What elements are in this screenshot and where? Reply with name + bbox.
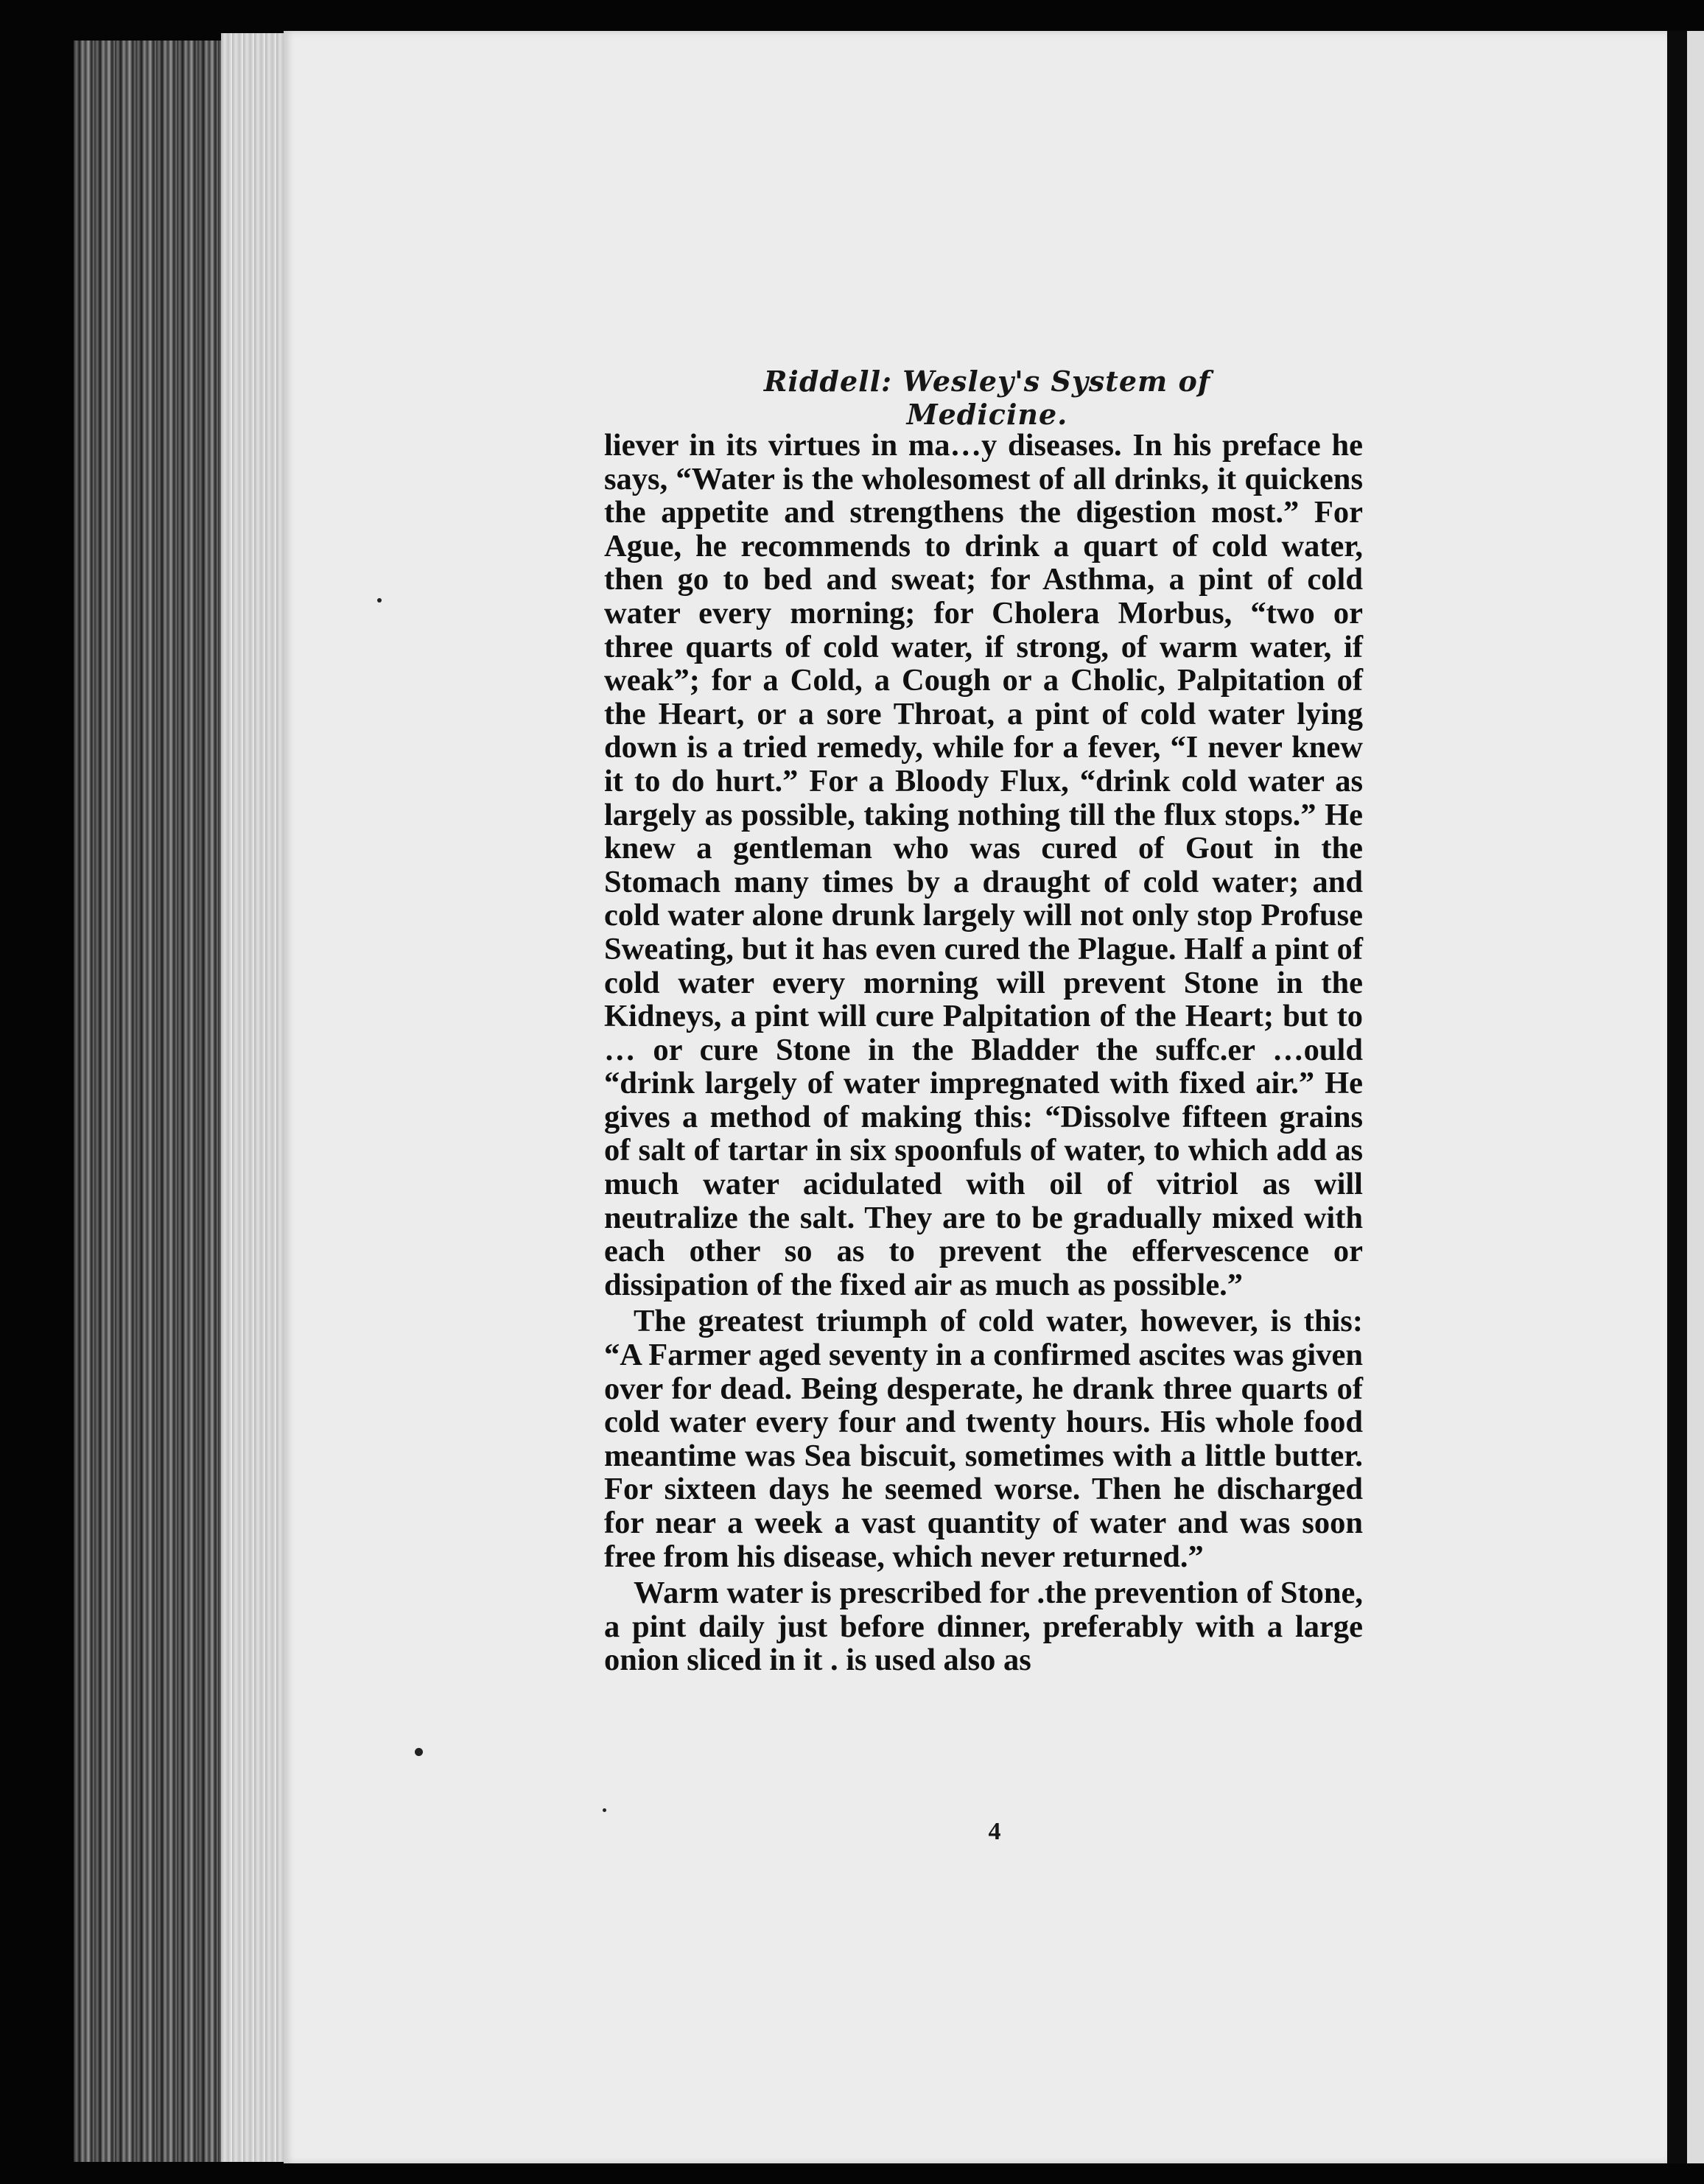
dust-speck xyxy=(415,1748,423,1756)
page-edges-light xyxy=(221,33,287,2162)
paragraph-3: Warm water is prescribed for .the prevention of Stone, a pint daily just before dinner, preferably with a large onion sliced in it . is used also as xyxy=(604,1576,1363,1678)
page-number: 4 xyxy=(988,1818,1001,1845)
running-head: Riddell: Wesley's System of Medicine. xyxy=(763,365,1211,431)
right-margin-light xyxy=(1687,31,1704,2163)
paragraph-2: The greatest triumph of cold water, however, is this: “A Farmer aged seventy in a confirmed ascites was given over for dead. Being desperate, he drank three quarts of cold water every four and twenty hours. His whole food meantime was Sea biscuit, sometimes with a little butter. For sixteen days he seemed worse. Then he discharged for near a week a vast quantity of water and was soon free from his disease, which never returned.” xyxy=(604,1304,1363,1574)
paragraph-1: liever in its virtues in ma…y diseases. In his preface he says, “Water is the wholesomest of all drinks, it quickens the appetite and strengthens the digestion most.” For Ague, he recommends to drink a quart of cold water, then go to bed and sweat; for Asthma, a pint of cold water every morning; for Cholera Morbus, “two or three quarts of cold water, if strong, of warm water, if weak”; for a Cold, a Cough or a Cholic, Palpitation of the Heart, or a sore Throat, a pint of cold water lying down is a tried remedy, while for a fever, “I never knew it to do hurt.” For a Bloody Flux, “drink cold water as largely as possible, taking nothing till the flux stops.” He knew a gentleman who was cured of Gout in the Stomach many times by a draught of cold water; and cold water alone drunk largely will not only stop Profuse Sweating, but it has even cured the Plague. Half a pint of cold water every morning will prevent Stone in the Kidneys, a pint will cure Palpitation of the Heart; but to … or cure Stone in the Bladder the suffc.er …ould “drink largely of water impregnated with fixed air.” He gives a method of making this: “Dissolve fifteen grains of salt of tartar in six spoonfuls of water, to which add as much water acidulated with oil of vitriol as will neutralize the salt. They are to be gradually mixed with each other so as to prevent the effervescence or dissipation of the fixed air as much as possible.” xyxy=(604,428,1363,1302)
dust-speck xyxy=(377,598,382,603)
body-text xyxy=(604,429,1363,1677)
dust-speck xyxy=(603,1808,606,1812)
